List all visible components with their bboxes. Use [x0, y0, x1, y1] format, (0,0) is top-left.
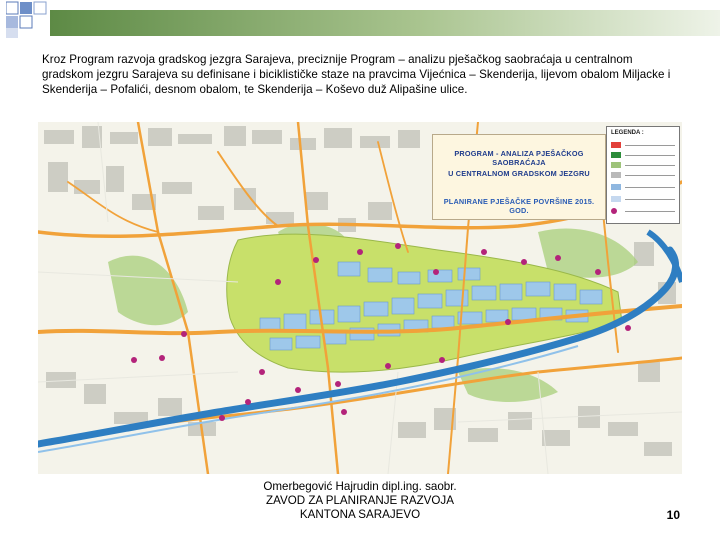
legend-row [611, 171, 677, 180]
map-title-line-1: PROGRAM - ANALIZA PJEŠAČKOG SAOBRAĆAJA [454, 149, 584, 167]
legend-swatch [611, 184, 621, 190]
legend-swatch [611, 142, 621, 148]
legend-swatch [611, 162, 621, 168]
map-title-panel [432, 134, 606, 220]
footer-line-institution: ZAVOD ZA PLANIRANJE RAZVOJA [266, 494, 454, 507]
footer-line-canton: KANTONA SARAJEVO [299, 508, 421, 521]
legend-swatch [611, 152, 621, 158]
map-title-line-2: U CENTRALNOM GRADSKOM JEZGRU [448, 169, 590, 178]
legend-row [611, 183, 677, 192]
header-decoration-bar [0, 10, 720, 36]
header-decoration-squares [6, 0, 56, 40]
map-title-line-3: PLANIRANE PJEŠAČKE POVRŠINE 2015. GOD. [443, 197, 595, 215]
body-paragraph: Kroz Program razvoja gradskog jezgra Sarajeva, preciznije Program – analizu pješačkog saobraćaja u centralnom gradskom jezgru Sarajeva su definisane i biciklističke staze na pravcima Vijećnica – Skenderija, lijevom obalom Miljacke i Skenderija – Pofalići, desnom obalom, te Skenderija – Koševo duž Alipašine ulice. [42, 53, 671, 97]
map-legend [606, 126, 680, 224]
page-number: 10 [666, 508, 680, 522]
legend-row [611, 207, 677, 216]
author-footer [230, 480, 490, 522]
legend-swatch [611, 172, 621, 178]
legend-swatch [611, 208, 617, 214]
legend-row [611, 195, 677, 204]
legend-row [611, 161, 677, 170]
footer-line-author: Omerbegović Hajrudin dipl.ing. saobr. [263, 480, 457, 493]
city-center-map [38, 122, 682, 474]
legend-swatch [611, 196, 621, 202]
legend-title: LEGENDA : [611, 130, 644, 136]
legend-row [611, 141, 677, 150]
legend-row [611, 151, 677, 160]
